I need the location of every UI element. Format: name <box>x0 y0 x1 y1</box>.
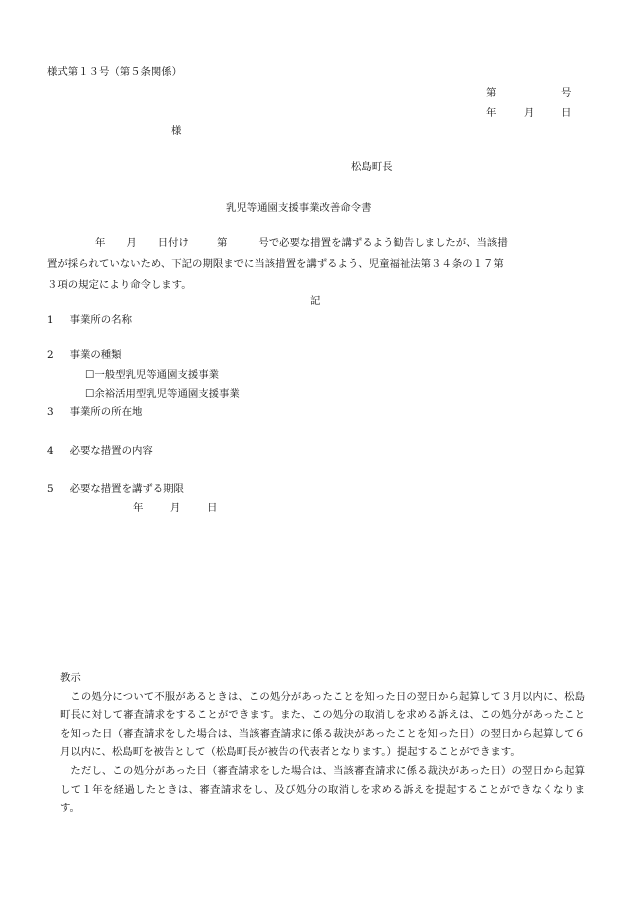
item-number: 1 <box>47 314 54 326</box>
body-month: 月 <box>126 237 137 249</box>
deadline-day: 日 <box>207 502 218 514</box>
body-paragraph <box>47 233 585 296</box>
doc-number-dai: 第 <box>486 87 497 99</box>
notice-heading: 教示 <box>60 672 81 684</box>
body-date-suffix: 日付け <box>157 237 189 249</box>
business-type-checkbox-general[interactable]: ☐一般型乳児等通園支援事業 <box>85 369 220 381</box>
item-number: 4 <box>47 445 54 457</box>
deadline-year: 年 <box>133 502 144 514</box>
notice-paragraph-2: ただし、この処分があった日（審査請求をした場合は、当該審査請求に係る裁決があった日）の翌日から起算して１年を経過したときは、審査請求をし、及び処分の取消しを求める訴えを提起することができなくなります。 <box>60 764 585 815</box>
doc-number-go: 号 <box>561 87 572 99</box>
doc-date-month: 月 <box>524 107 535 119</box>
issuer-name: 松島町長 <box>351 161 393 173</box>
body-year: 年 <box>95 237 106 249</box>
item-2 <box>47 350 122 360</box>
item-label: 必要な措置を講ずる期限 <box>69 483 184 495</box>
item-1 <box>47 315 132 325</box>
item-label: 事業所の所在地 <box>69 406 143 418</box>
doc-date-day: 日 <box>561 107 572 119</box>
body-text-line-2: 置が採られていないため、下記の期限までに当該措置を講ずるよう、児童福祉法第３４条の１７第 <box>47 258 504 270</box>
notice-paragraph-1: この処分について不服があるときは、この処分があったことを知った日の翌日から起算して３月以内に、松島町長に対して審査請求をすることができます。また、この処分の取消しを求める訴えは、この処分があったことを知った日（審査請求をした場合は、当該審査請求に係る裁決があったことを知った日）の翌日から起算して６月以内に、松島町を被告として（松島町長が被告の代表者となります。）提起することができます。 <box>60 690 585 759</box>
item-4 <box>47 446 153 456</box>
body-dai: 第 <box>216 237 228 249</box>
item-number: 3 <box>47 406 54 418</box>
business-type-checkbox-surplus[interactable]: ☐余裕活用型乳児等通園支援事業 <box>85 388 240 400</box>
body-text-line-3: ３項の規定により命令します。 <box>47 279 192 291</box>
appeal-notice <box>60 669 585 818</box>
item-number: 2 <box>47 349 54 361</box>
form-number: 様式第１３号（第５条関係） <box>47 66 183 78</box>
item-5 <box>47 484 184 494</box>
item-label: 事業の種類 <box>69 349 122 361</box>
deadline-month: 月 <box>170 502 181 514</box>
addressee-suffix: 様 <box>171 125 182 137</box>
document-title: 乳児等通園支援事業改善命令書 <box>226 202 372 214</box>
item-number: 5 <box>47 483 54 495</box>
body-text-line-1: 号で必要な措置を講ずるよう勧告しましたが、当該措 <box>258 237 508 249</box>
ki-label: 記 <box>310 295 321 307</box>
doc-date-year: 年 <box>486 107 497 119</box>
item-label: 必要な措置の内容 <box>69 445 153 457</box>
item-label: 事業所の名称 <box>69 314 132 326</box>
item-3 <box>47 407 142 417</box>
